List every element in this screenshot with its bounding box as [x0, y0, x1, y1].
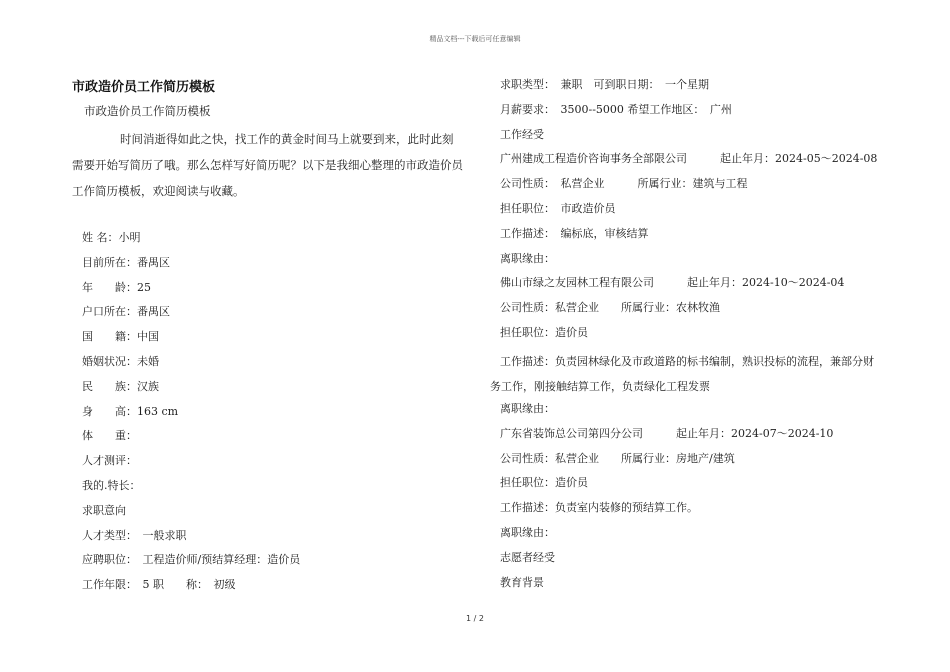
info-row: 民 族：汉族 [82, 379, 159, 393]
info-row: 人才类型： 一般求职 [82, 528, 187, 542]
page-header: 精品文档---下载后可任意编辑 [429, 35, 521, 43]
info-row: 志愿者经受 [500, 550, 555, 564]
job-description-paragraph: 工作描述：负责园林绿化及市政道路的标书编制，熟识投标的流程，兼部分财务工作，刚接触结算工作，负责绿化工程发票 [490, 355, 874, 393]
info-row: 求职意向 [82, 503, 126, 517]
info-row: 应聘职位： 工程造价师/预结算经理：造价员 [82, 553, 301, 567]
info-row: 教育背景 [500, 575, 544, 589]
info-row: 公司性质：私营企业 所属行业：农林牧渔 [500, 301, 720, 315]
intro-paragraph [72, 126, 464, 204]
info-row: 年 龄：25 [82, 280, 151, 294]
info-row: 户口所在：番禺区 [82, 305, 170, 319]
intro-text: 时间消逝得如此之快，找工作的黄金时间马上就要到来，此时此刻需要开始写简历了哦。那么怎样写好简历呢？以下是我细心整理的市政造价员工作简历模板，欢迎阅读与收藏。 [72, 132, 463, 198]
page-number: 1 / 2 [466, 614, 484, 623]
info-row: 工作年限： 5 职 称： 初级 [82, 578, 236, 592]
info-row: 人才测评： [82, 454, 137, 468]
info-row: 离职缘由： [500, 402, 555, 415]
info-row: 公司性质： 私营企业 所属行业：建筑与工程 [500, 177, 748, 191]
info-row: 姓 名：小明 [82, 231, 141, 244]
info-row: 担任职位：造价员 [500, 476, 588, 490]
info-row: 离职缘由： [500, 526, 555, 539]
info-row: 离职缘由： [500, 251, 555, 265]
info-row: 担任职位：造价员 [500, 326, 588, 339]
info-row: 体 重： [82, 429, 137, 443]
info-row: 婚姻状况：未婚 [82, 355, 159, 368]
document-subtitle: 市政造价员工作简历模板 [84, 104, 211, 118]
info-row: 身 高：163 cm [82, 404, 179, 418]
document-title: 市政造价员工作简历模板 [72, 80, 216, 95]
info-row: 担任职位： 市政造价员 [500, 202, 616, 215]
info-row: 我的.特长： [82, 479, 141, 492]
info-row: 求职类型： 兼职 可到职日期： 一个星期 [500, 78, 709, 91]
info-row: 月薪要求： 3500--5000 希望工作地区： 广州 [500, 102, 732, 116]
info-row: 工作描述：负责室内装修的预结算工作。 [500, 501, 698, 515]
info-row: 目前所在：番禺区 [82, 255, 170, 269]
info-row: 工作经受 [500, 127, 544, 141]
info-row: 佛山市绿之友园林工程有限公司 起止年月：2024-10～2024-04 [500, 276, 845, 290]
info-row: 公司性质：私营企业 所属行业：房地产/建筑 [500, 451, 735, 465]
info-row: 工作描述： 编标底，审核结算 [500, 226, 649, 240]
info-row: 广州建成工程造价咨询事务全部限公司 起止年月：2024-05～2024-08 [500, 152, 878, 166]
info-row: 国 籍：中国 [82, 330, 159, 344]
info-row: 广东省装饰总公司第四分公司 起止年月：2024-07～2024-10 [500, 426, 834, 440]
